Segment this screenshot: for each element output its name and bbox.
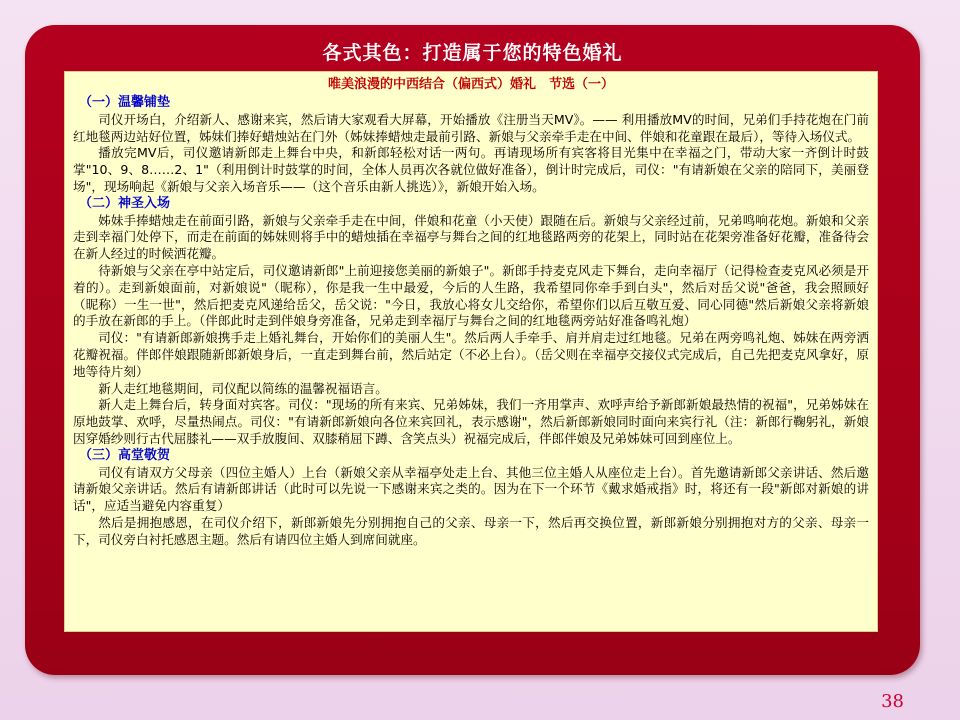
content-panel <box>64 71 878 632</box>
paragraph: 新人走上舞台后，转身面对宾客。司仪："现场的所有来宾、兄弟姊妹，我们一齐用掌声、欢呼声给予新郎新娘最热情的祝福"，兄弟姊妹在原地鼓掌、欢呼，尽量热闹点。司仪："有请新郎新娘向各位来宾回礼，表示感谢"，然后新郎新娘同时面向来宾行礼（注：新郎行鞠躬礼，新娘因穿婚纱则行古代屈膝礼——双手放腹间、双膝稍屈下蹲、含笑点头）祝福完成后，伴郎伴娘及兄弟姊妹可回到座位上。 <box>73 397 869 446</box>
paragraph: 司仪："有请新郎新娘携手走上婚礼舞台，开始你们的美丽人生"。然后两人手牵手、肩并肩走过红地毯。兄弟在两旁鸣礼炮、姊妹在两旁洒花瓣祝福。伴郎伴娘跟随新郎新娘身后，一直走到舞台前，然后站定（不必上台）。（岳父则在幸福亭交接仪式完成后，自己先把麦克风拿好，原地等待片刻） <box>73 330 869 379</box>
section-heading-parents-honor: （三）高堂敬贺 <box>79 447 171 463</box>
paragraph: 待新娘与父亲在亭中站定后，司仪邀请新郎"上前迎接您美丽的新娘子"。新郎手持麦克风走下舞台，走向幸福厅（记得检查麦克风必须是开着的）。走到新娘面前，对新娘说"（昵称），你是我一生中最爱，今后的人生路，我希望同你牵手到白头"，然后对岳父说"爸爸，我会照顾好（昵称）一生一世"，然后把麦克风递给岳父，岳父说："今日，我放心将女儿交给你，希望你们以后互敬互爱、同心同德"然后新娘父亲将新娘的手放在新郎的手上。（伴郎此时走到伴娘身旁准备，兄弟走到幸福厅与舞台之间的红地毯两旁站好准备鸣礼炮） <box>73 262 869 329</box>
paragraph: 然后是拥抱感恩，在司仪介绍下，新郎新娘先分别拥抱自己的父亲、母亲一下，然后再交换位置，新郎新娘分别拥抱对方的父亲、母亲一下，司仪旁白衬托感恩主题。然后有请四位主婚人到席间就座。 <box>73 514 869 547</box>
slide-title: 各式其色：打造属于您的特色婚礼 <box>322 42 623 64</box>
paragraph: 新人走红地毯期间，司仪配以简练的温馨祝福语言。 <box>98 380 388 396</box>
section-heading-sacred-entrance: （二）神圣入场 <box>79 195 171 211</box>
page-number: 38 <box>881 691 904 712</box>
panel-subtitle: 唯美浪漫的中西结合（偏西式）婚礼 节选（一） <box>327 77 614 92</box>
paragraph: 播放完MV后，司仪邀请新郎走上舞台中央，和新郎轻松对话一两句。再请现场所有宾客将目光集中在幸福之门，带动大家一齐倒计时鼓掌"10、9、8……2、1"（利用倒计时鼓掌的时间，全体人员再次各就位做好准备），倒计时完成后，司仪："有请新娘在父亲的陪同下，美丽登场"，现场响起《新娘与父亲入场音乐——（这个音乐由新人挑选）》，新娘开始入场。 <box>73 145 869 194</box>
paragraph: 姊妹手捧蜡烛走在前面引路，新娘与父亲牵手走在中间，伴娘和花童（小天使）跟随在后。新娘与父亲经过前，兄弟鸣响花炮。新娘和父亲走到幸福门处停下，而走在前面的姊妹则将手中的蜡烛插在幸福亭与舞台之间的红地毯路两旁的花架上，同时站在花架旁准备好花瓣，准备待会在新人经过的时候洒花瓣。 <box>73 212 869 262</box>
paragraph: 司仪开场白，介绍新人、感谢来宾，然后请大家观看大屏幕，开始播放《注册当天MV》。—— 利用播放MV的时间，兄弟们手持花炮在门前红地毯两边站好位置，姊妹们捧好蜡烛站在门外（姊妹捧蜡烛走最前引路、新娘与父亲牵手走在中间、伴娘和花童跟在最后），等待入场仪式。 <box>73 111 869 144</box>
section-heading-warm-prelude: （一）温馨铺垫 <box>79 95 171 110</box>
paragraph: 司仪有请双方父母亲（四位主婚人）上台（新娘父亲从幸福亭处走上台、其他三位主婚人从座位走上台）。首先邀请新郎父亲讲话、然后邀请新娘父亲讲话。然后有请新郎讲话（此时可以先说一下感谢来宾之类的。因为在下一个环节《戴求婚戒指》时，将还有一段"新郎对新娘的讲话"，应适当避免内容重复） <box>73 464 869 514</box>
